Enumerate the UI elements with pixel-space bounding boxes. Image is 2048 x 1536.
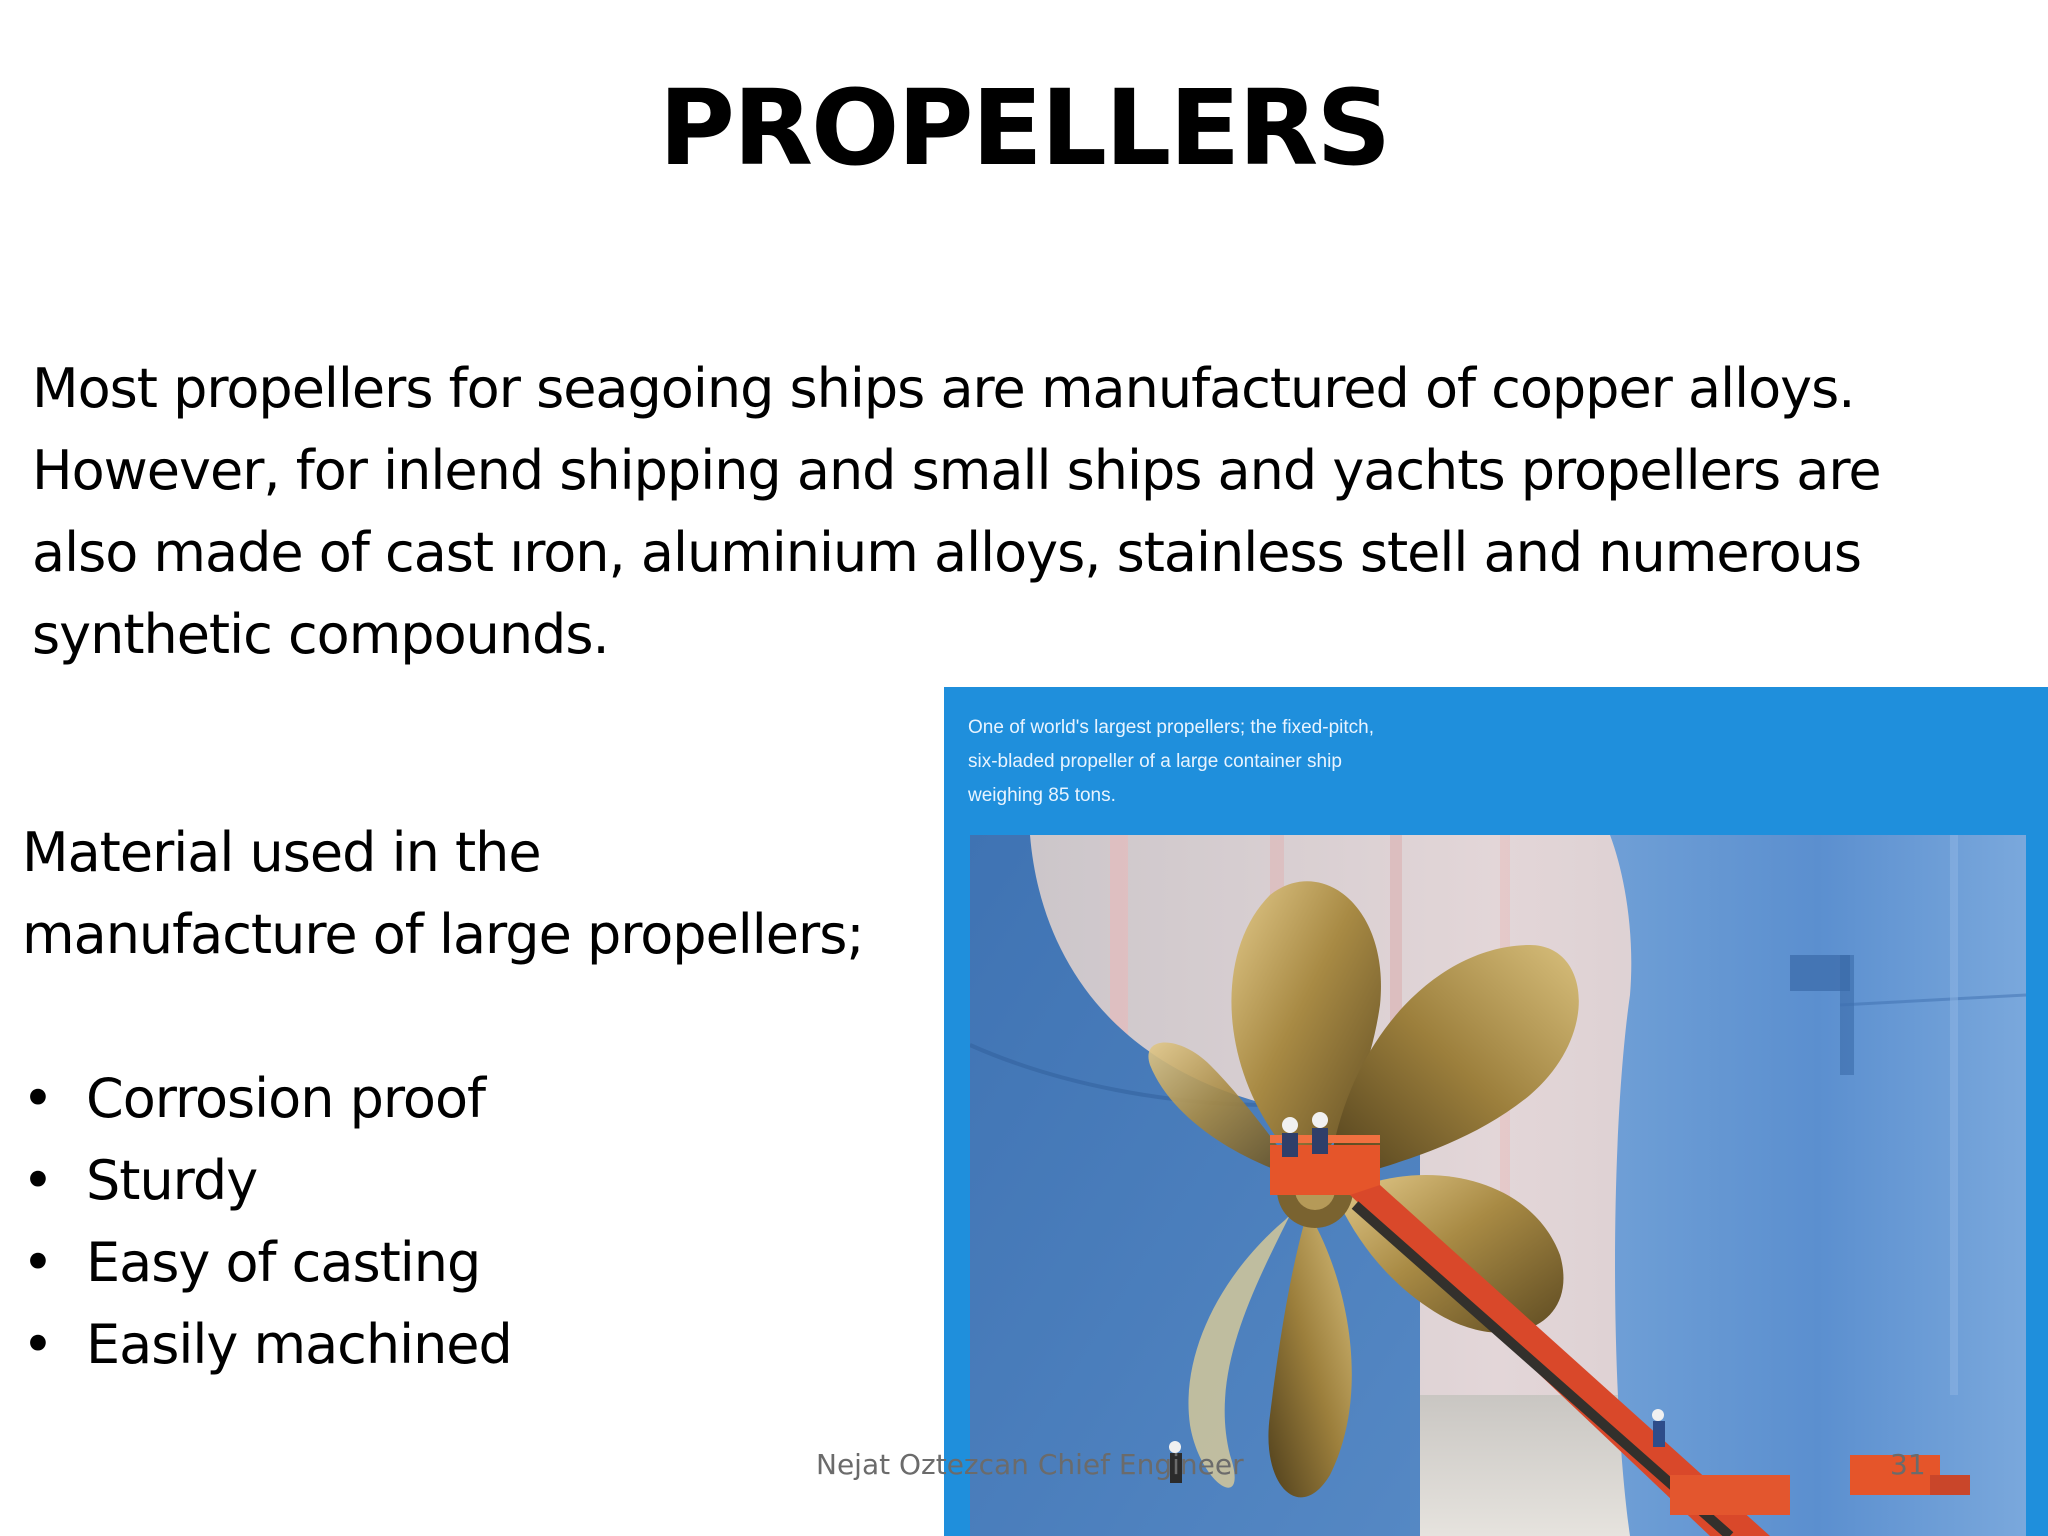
subheading-line: Material used in the <box>22 821 541 884</box>
caption-line: weighing 85 tons. <box>968 785 1116 806</box>
propeller-photo <box>944 687 2048 1536</box>
bullet-icon: • <box>22 1231 53 1294</box>
photo-caption <box>968 711 1528 813</box>
intro-line: However, for inlend shipping and small ships and yachts propellers are <box>32 439 1881 502</box>
list-item-label: Easy of casting <box>86 1231 481 1294</box>
footer-author: Nejat Oztezcan Chief Engineer <box>816 1448 1244 1481</box>
list-item-label: Easily machined <box>86 1313 512 1376</box>
page-number: 31 <box>1890 1448 1926 1481</box>
right-hull <box>1610 835 2026 1536</box>
bullet-icon: • <box>22 1149 53 1212</box>
slide-title: PROPELLERS <box>658 67 1390 189</box>
caption-line: One of world's largest propellers; the fixed-pitch, <box>968 717 1374 738</box>
list-item <box>22 1058 942 1140</box>
intro-paragraph <box>32 348 2022 676</box>
list-item <box>22 1304 942 1386</box>
intro-line: also made of cast ıron, aluminium alloys, stainless stell and numerous <box>32 521 1861 584</box>
subheading-line: manufacture of large propellers; <box>22 903 864 966</box>
bullet-icon: • <box>22 1313 53 1376</box>
list-item-label: Sturdy <box>86 1149 258 1212</box>
list-item-label: Corrosion proof <box>86 1067 485 1130</box>
intro-line: synthetic compounds. <box>32 603 609 666</box>
propeller-scene-image <box>970 835 2026 1536</box>
material-properties-list <box>22 1058 942 1386</box>
bullet-icon: • <box>22 1067 53 1130</box>
materials-subheading <box>22 812 942 976</box>
materials-section <box>22 812 942 1386</box>
caption-line: six-bladed propeller of a large container ship <box>968 751 1342 772</box>
list-item <box>22 1222 942 1304</box>
intro-line: Most propellers for seagoing ships are manufactured of copper alloys. <box>32 357 1855 420</box>
list-item <box>22 1140 942 1222</box>
